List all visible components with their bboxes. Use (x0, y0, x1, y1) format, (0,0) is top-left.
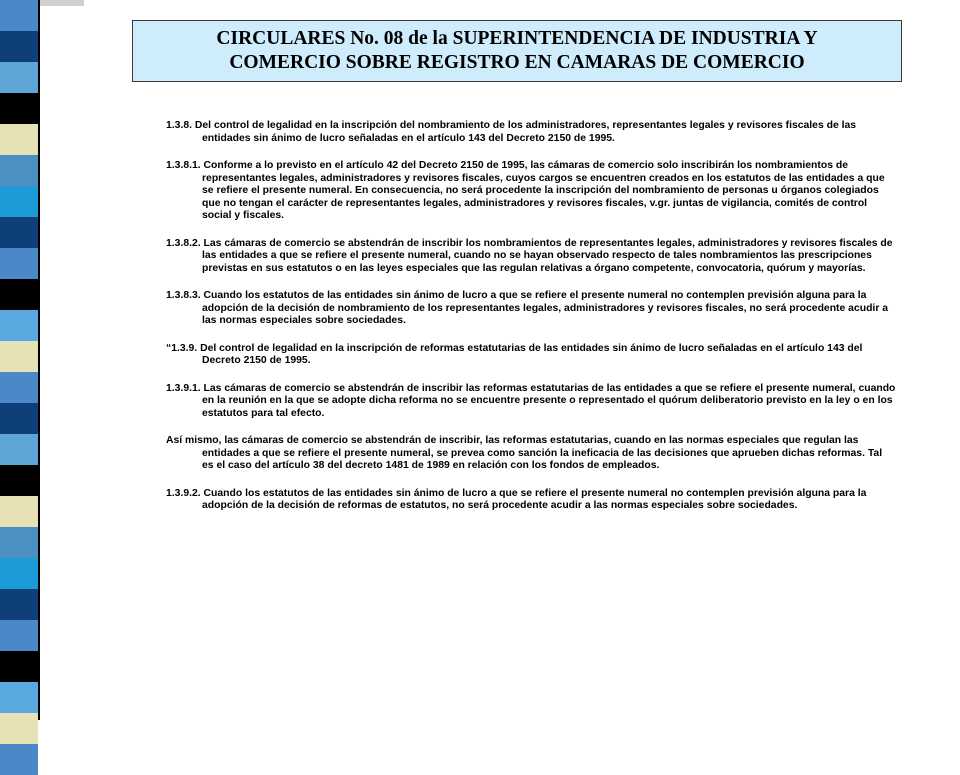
stripe-block (0, 589, 38, 620)
stripe-block (0, 279, 38, 310)
stripe-right-top (40, 0, 84, 6)
title-line-2: COMERCIO SOBRE REGISTRO EN CAMARAS DE COMERCIO (229, 52, 805, 73)
paragraph-asi-mismo: Así mismo, las cámaras de comercio se abstendrán de inscribir, las reformas estatutarias, cuando en las normas especiales que regulan las entidades a que se refiere el presente numeral, se prevea como sanción la ineficacia de las decisiones que aprueben dichas reformas. Tal es el caso del artículo 38 del decreto 1481 de 1989 en relación con los fondos de empleados. (166, 435, 883, 471)
stripe-block (0, 124, 38, 155)
paragraph-1-3-9-2: 1.3.9.2. Cuando los estatutos de las entidades sin ánimo de lucro a que se refiere el presente numeral no contemplen previsión alguna para la adopción de la decisión de reformas de estatutos, no será procedente acudir a las normas especiales sobre sociedades. (166, 487, 867, 511)
stripe-block (0, 372, 38, 403)
stripe-block (0, 248, 38, 279)
stripe-block (0, 651, 38, 682)
stripe-block (0, 403, 38, 434)
stripe-block (0, 434, 38, 465)
stripe-block (0, 310, 38, 341)
stripe-block (0, 558, 38, 589)
stripe-block (0, 155, 38, 186)
decorative-stripe (0, 0, 110, 720)
paragraph-1-3-8-3: 1.3.8.3. Cuando los estatutos de las entidades sin ánimo de lucro a que se refiere el presente numeral no contemplen previsión alguna para la adopción de la decisión de nombramiento de los representantes legales, administradores y revisores fiscales, no será procedente acudir a las normas especiales sobre sociedades. (166, 290, 889, 326)
stripe-block (0, 713, 38, 744)
stripe-block (0, 527, 38, 558)
stripe-block (0, 496, 38, 527)
stripe-block (0, 31, 38, 62)
paragraph-1-3-9-1: 1.3.9.1. Las cámaras de comercio se abstendrán de inscribir las reformas estatutarias de las entidades a que se refiere el presente numeral, cuando en la reunión en la que se adopte dicha reforma no se encuentre presente o representado el quórum deliberatorio previsto en la ley o en los estatutos para tal efecto. (166, 382, 896, 419)
stripe-block (0, 682, 38, 713)
stripe-block (0, 217, 38, 248)
stripe-border (38, 0, 40, 720)
paragraph-1-3-8-2: 1.3.8.2. Las cámaras de comercio se abstendrán de inscribir los nombramientos de representantes legales, administradores y revisores fiscales de las entidades a que se refiere el presente numeral, cuando no se hayan observado respecto de tales nombramientos las prescripciones previstas en sus estatutos o en las leyes especiales que las regulan relativas a órgano competente, convocatoria, quórum y mayorías. (166, 237, 893, 274)
stripe-block (0, 62, 38, 93)
document-body (166, 120, 896, 528)
paragraph-1-3-8-1: 1.3.8.1. Conforme a lo previsto en el artículo 42 del Decreto 2150 de 1995, las cámaras de comercio solo inscribirán los nombramientos de representantes legales, administradores y revisores fiscales, cuyos cargos se encuentren creados en los estatutos de las entidades a que se refiere el presente numeral. En consecuencia, no será procedente la inscripción del nombramiento de personas u órganos colegiados que no tengan el carácter de representantes legales, administradores y revisores fiscales, v.gr. juntas de vigilancia, comités de control social y fiscales. (166, 160, 885, 221)
stripe-block (0, 0, 38, 31)
stripe-block (0, 186, 38, 217)
stripe-block (0, 744, 38, 775)
stripe-block (0, 620, 38, 651)
stripe-block (0, 341, 38, 372)
paragraph-1-3-8: 1.3.8. Del control de legalidad en la inscripción del nombramiento de los administradores, representantes legales y revisores fiscales de las entidades sin ánimo de lucro señaladas en el artículo 143 del Decreto 2150 de 1995. (166, 120, 857, 144)
page-title (216, 27, 817, 75)
stripe-block (0, 465, 38, 496)
stripe-block (0, 93, 38, 124)
title-box (132, 20, 902, 82)
title-line-1: CIRCULARES No. 08 de la SUPERINTENDENCIA DE INDUSTRIA Y (216, 28, 818, 49)
paragraph-1-3-9: “1.3.9. Del control de legalidad en la inscripción de reformas estatutarias de las entidades sin ánimo de lucro señaladas en el artículo 143 del Decreto 2150 de 1995. (166, 342, 863, 366)
